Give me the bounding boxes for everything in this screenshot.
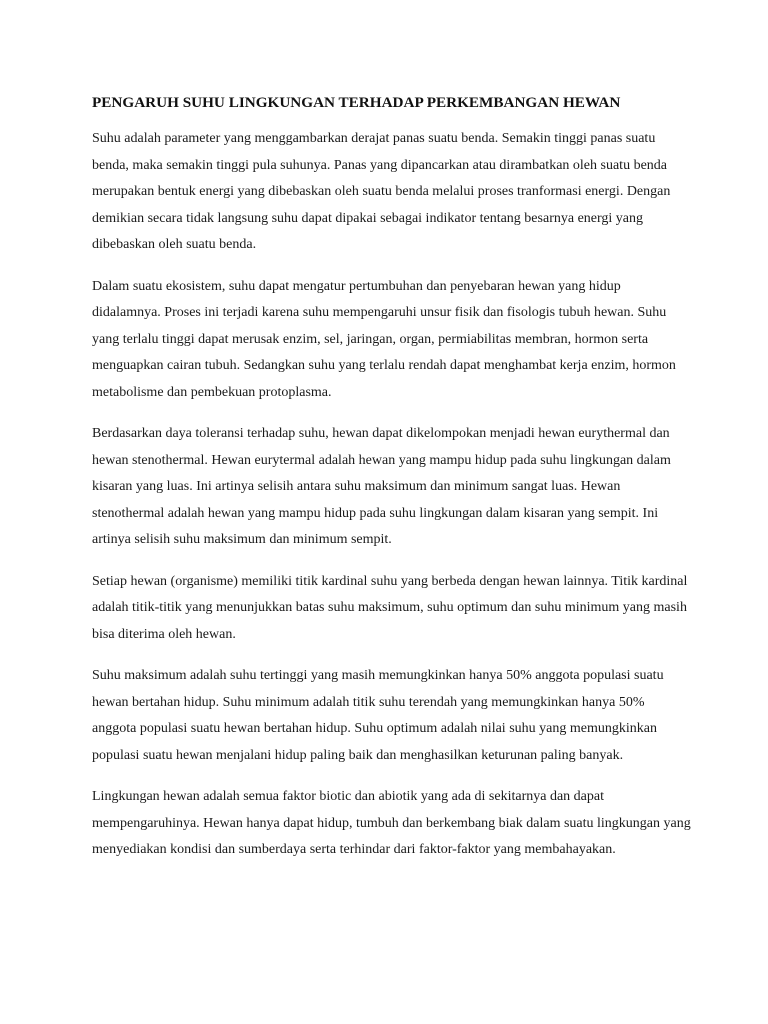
paragraph-lingkungan-hewan: Lingkungan hewan adalah semua faktor biotic dan abiotik yang ada di sekitarnya dan dapat mempengaruhinya. Hewan hanya dapat hidup, tumbuh dan berkembang biak dalam suatu lingkungan yang menyediakan kondisi dan sumberdaya serta terhindar dari faktor-faktor yang membahayakan. (92, 789, 691, 857)
document-body (92, 92, 692, 879)
paragraph-ekosistem: Dalam suatu ekosistem, suhu dapat mengatur pertumbuhan dan penyebaran hewan yang hidup didalamnya. Proses ini terjadi karena suhu mempengaruhi unsur fisik dan fisologis tubuh hewan. Suhu yang terlalu tinggi dapat merusak enzim, sel, jaringan, organ, permiabilitas membran, hormon serta menguapkan cairan tubuh. Sedangkan suhu yang terlalu rendah dapat menghambat kerja enzim, hormon metabolisme dan pembekuan protoplasma. (92, 278, 676, 400)
paragraph-suhu-maksimum-minimum: Suhu maksimum adalah suhu tertinggi yang masih memungkinkan hanya 50% anggota populasi suatu hewan bertahan hidup. Suhu minimum adalah titik suhu terendah yang memungkinkan hanya 50% anggota populasi suatu hewan bertahan hidup. Suhu optimum adalah nilai suhu yang memungkinkan populasi suatu hewan menjalani hidup paling baik dan menghasilkan keturunan paling banyak. (92, 668, 664, 763)
document-title: PENGARUH SUHU LINGKUNGAN TERHADAP PERKEMBANGAN HEWAN (92, 94, 621, 111)
paragraph-toleransi: Berdasarkan daya toleransi terhadap suhu, hewan dapat dikelompokan menjadi hewan eurythermal dan hewan stenothermal. Hewan eurytermal adalah hewan yang mampu hidup pada suhu lingkungan dalam kisaran yang luas. Ini artinya selisih antara suhu maksimum dan minimum sangat luas. Hewan stenothermal adalah hewan yang mampu hidup pada suhu lingkungan dalam kisaran yang sempit. Ini artinya selisih suhu maksimum dan minimum sempit. (92, 426, 671, 547)
paragraph-suhu-definition: Suhu adalah parameter yang menggambarkan derajat panas suatu benda. Semakin tinggi panas suatu benda, maka semakin tinggi pula suhunya. Panas yang dipancarkan atau dirambatkan oleh suatu benda merupakan bentuk energi yang dibebaskan oleh suatu benda melalui proses tranformasi energi. Dengan demikian secara tidak langsung suhu dapat dipakai sebagai indikator tentang besarnya energi yang dibebaskan oleh suatu benda. (92, 131, 671, 252)
paragraph-titik-kardinal: Setiap hewan (organisme) memiliki titik kardinal suhu yang berbeda dengan hewan lainnya. Titik kardinal adalah titik-titik yang menunjukkan batas suhu maksimum, suhu optimum dan suhu minimum yang masih bisa diterima oleh hewan. (92, 573, 688, 642)
